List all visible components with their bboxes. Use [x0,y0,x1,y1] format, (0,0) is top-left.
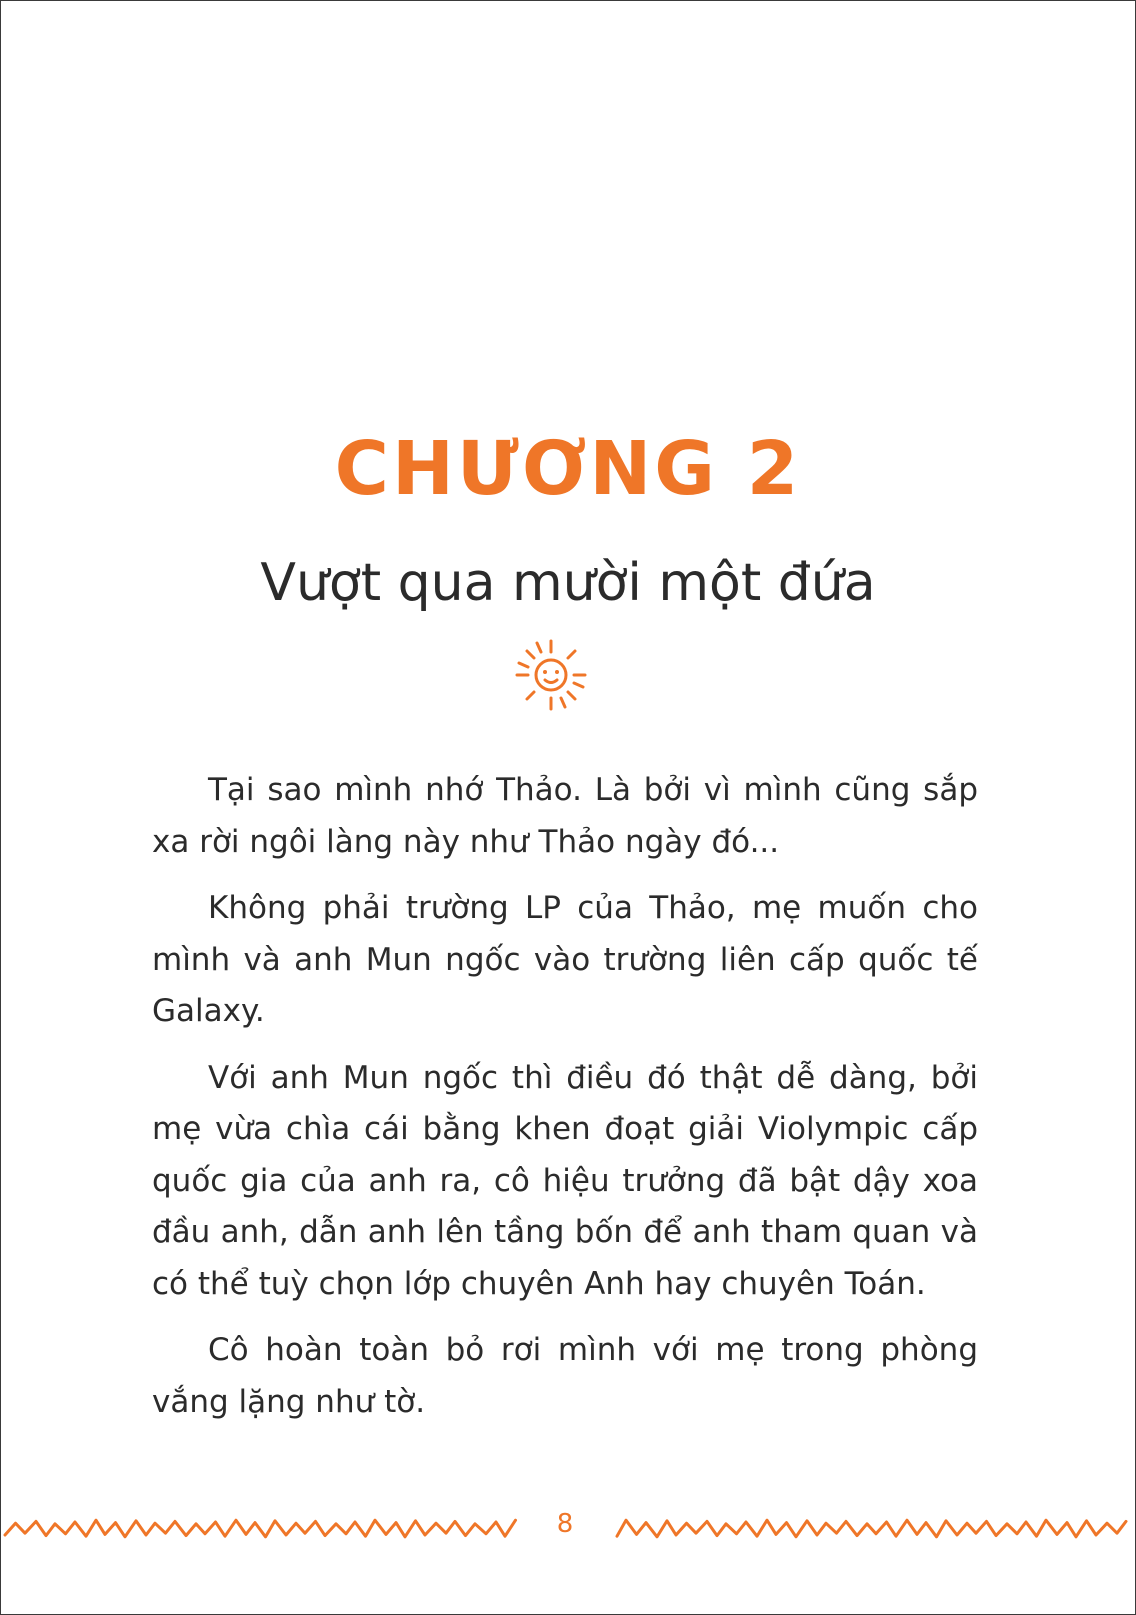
chapter-title: Vượt qua mười một đứa [260,553,876,613]
page-number: 8 [556,1509,574,1539]
zigzag-line-icon [1,1513,521,1545]
zigzag-line-icon [613,1513,1135,1545]
paragraph: Tại sao mình nhớ Thảo. Là bởi vì mình cũng sắp xa rời ngôi làng này như Thảo ngày đó... [152,772,978,860]
paragraph: Không phải trường LP của Thảo, mẹ muốn cho mình và anh Mun ngốc vào trường liên cấp quốc tế Galaxy. [152,890,978,1029]
sun-icon [513,637,589,713]
chapter-label: CHƯƠNG 2 [334,426,802,512]
paragraph: Cô hoàn toàn bỏ rơi mình với mẹ trong phòng vắng lặng như tờ. [152,1332,978,1420]
chapter-body [152,765,978,1443]
paragraph: Với anh Mun ngốc thì điều đó thật dễ dàng, bởi mẹ vừa chìa cái bằng khen đoạt giải Violympic cấp quốc gia của anh ra, cô hiệu trưởng đã bật dậy xoa đầu anh, dẫn anh lên tầng bốn để anh tham quan và có thể tuỳ chọn lớp chuyên Anh hay chuyên Toán. [152,1059,978,1302]
